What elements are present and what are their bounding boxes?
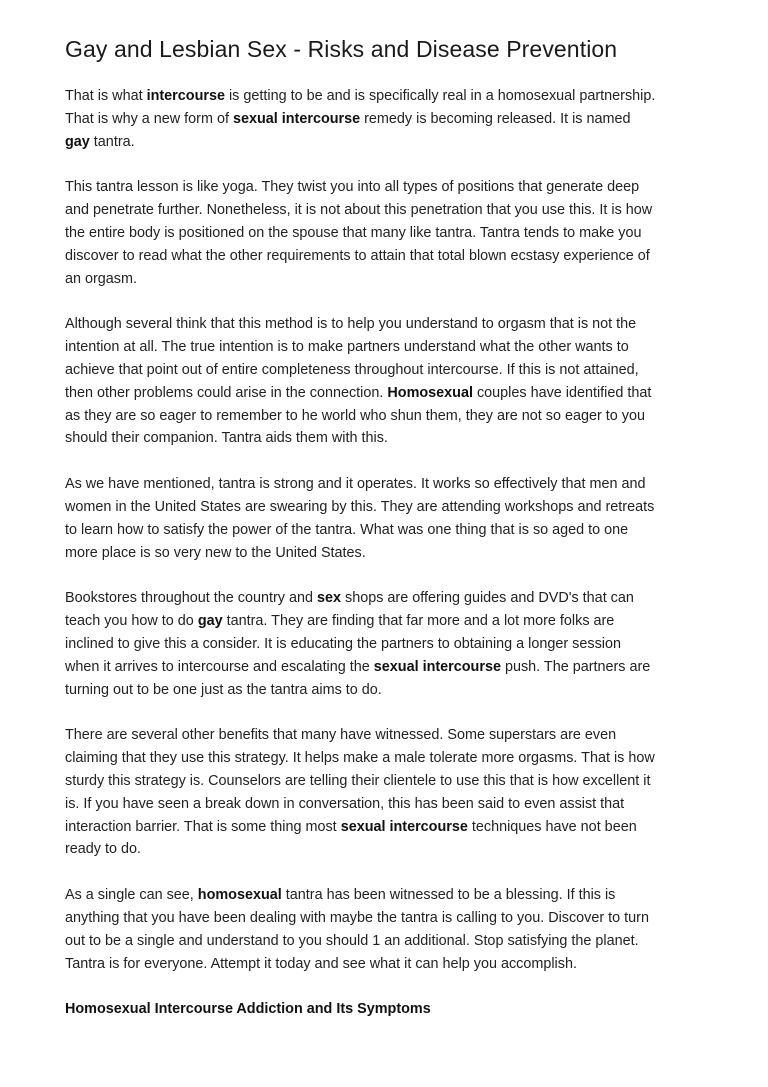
text-line [65, 199, 715, 222]
text-line [65, 633, 715, 656]
bold-keyword: sexual intercourse [340, 818, 468, 835]
text-line [65, 724, 715, 747]
text-line [65, 313, 715, 336]
text-line [65, 907, 715, 930]
paragraph [65, 884, 715, 975]
text-line [65, 245, 715, 268]
text-line [65, 793, 715, 816]
text-run: interaction barrier. That is some thing most [65, 818, 341, 835]
text-run: is. If you have seen a break down in conversation, this has been said to even assist that [65, 795, 625, 812]
text-run: This tantra lesson is like yoga. They twist you into all types of positions that generate deep [65, 179, 640, 196]
paragraph [65, 587, 715, 701]
text-run: tantra. They are finding that far more and a lot more folks are [222, 613, 615, 630]
bold-keyword: homosexual [197, 887, 282, 904]
bold-keyword: sex [317, 590, 342, 607]
text-line [65, 382, 715, 405]
bold-keyword: gay [65, 133, 90, 150]
text-run: There are several other benefits that many have witnessed. Some superstars are even [65, 727, 617, 744]
text-run: out to be a single and understand to you should 1 an additional. Stop satisfying the planet. [65, 932, 639, 949]
text-run: As a single can see, [65, 887, 198, 904]
text-run: women in the United States are swearing by this. They are attending workshops and retreats [65, 498, 655, 515]
text-run: intention at all. The true intention is to make partners understand what the other wants to [65, 339, 629, 356]
text-line [65, 656, 715, 679]
text-run: Tantra is for everyone. Attempt it today and see what it can help you accomplish. [65, 955, 577, 972]
paragraph [65, 176, 715, 290]
text-run: tantra has been witnessed to be a blessing. If this is [281, 887, 616, 904]
text-run: to learn how to satisfy the power of the tantra. What was one thing that is so aged to one [65, 521, 629, 538]
text-line [65, 131, 715, 154]
section-subheading: Homosexual Intercourse Addiction and Its Symptoms [65, 1001, 431, 1018]
paragraph [65, 724, 715, 861]
text-run: tantra. [89, 133, 135, 150]
bold-keyword: gay [197, 613, 223, 630]
text-line [65, 268, 715, 291]
text-line [65, 359, 715, 382]
text-run: discover to read what the other requirements to attain that total blown ecstasy experience of [65, 247, 650, 264]
text-line [65, 838, 715, 861]
text-line [65, 542, 715, 565]
paragraph [65, 313, 715, 450]
text-run: As we have mentioned, tantra is strong and it operates. It works so effectively that men and [65, 476, 646, 493]
text-run: sturdy this strategy is. Counselors are telling their clientele to use this that is how excellent it [65, 772, 651, 789]
text-line [65, 473, 715, 496]
page-title: Gay and Lesbian Sex - Risks and Disease Prevention [65, 36, 618, 62]
text-line [65, 336, 715, 359]
text-line [65, 427, 715, 450]
text-run: teach you how to do [65, 613, 198, 630]
bold-keyword: intercourse [146, 88, 225, 104]
text-run: Bookstores throughout the country and [65, 590, 317, 607]
text-line [65, 953, 715, 976]
paragraph [65, 473, 715, 564]
text-run: achieve that point out of entire completeness throughout intercourse. If this is not attained, [65, 361, 639, 378]
text-line [65, 610, 715, 633]
text-run: Although several think that this method is to help you understand to orgasm that is not the [65, 316, 637, 333]
text-run: more place is so very new to the United States. [65, 544, 366, 561]
text-run: inclined to give this a consider. It is educating the partners to obtaining a longer session [65, 635, 621, 652]
text-line [65, 930, 715, 953]
text-run: That is why a new form of [65, 110, 233, 127]
bold-keyword: sexual intercourse [373, 658, 501, 675]
text-line [65, 770, 715, 793]
text-run: couples have identified that [472, 384, 652, 401]
article-body [65, 85, 715, 1021]
text-line [65, 176, 715, 199]
text-line [65, 747, 715, 770]
text-run: an orgasm. [65, 270, 137, 287]
text-run: is getting to be and is specifically real in a homosexual partnership. [224, 88, 656, 104]
text-line [65, 587, 715, 610]
text-line [65, 496, 715, 519]
text-line [65, 519, 715, 542]
bold-keyword: sexual intercourse [232, 110, 361, 127]
text-run: when it arrives to intercourse and escalating the [65, 658, 374, 675]
text-line [65, 222, 715, 245]
text-run: ready to do. [65, 841, 142, 858]
text-line [65, 679, 715, 702]
text-line [65, 884, 715, 907]
text-run: should their companion. Tantra aids them with this. [65, 430, 388, 447]
text-run: That is what [65, 88, 147, 104]
text-line [65, 85, 715, 108]
text-run: shops are offering guides and DVD's that can [341, 590, 634, 607]
text-run: then other problems could arise in the connection. [65, 384, 388, 401]
text-run: remedy is becoming released. It is named [360, 110, 631, 127]
paragraph [65, 85, 715, 153]
text-run: the entire body is positioned on the spouse that many like tantra. Tantra tends to make you [65, 224, 642, 241]
text-line [65, 108, 715, 131]
text-run: and penetrate further. Nonetheless, it is not about this penetration that you use this. It is how [65, 202, 653, 219]
text-line [65, 405, 715, 428]
text-run: techniques have not been [467, 818, 637, 835]
text-run: anything that you have been dealing with maybe the tantra is calling to you. Discover to turn [65, 909, 649, 926]
text-line [65, 816, 715, 839]
text-run: turning out to be one just as the tantra aims to do. [65, 681, 382, 698]
text-run: push. The partners are [500, 658, 651, 675]
bold-keyword: Homosexual [387, 384, 473, 401]
text-run: as they are so eager to remember to he world who shun them, they are not so eager to you [65, 407, 645, 424]
text-run: claiming that they use this strategy. It helps make a male tolerate more orgasms. That is how [65, 750, 655, 767]
paragraph-list [65, 85, 715, 975]
